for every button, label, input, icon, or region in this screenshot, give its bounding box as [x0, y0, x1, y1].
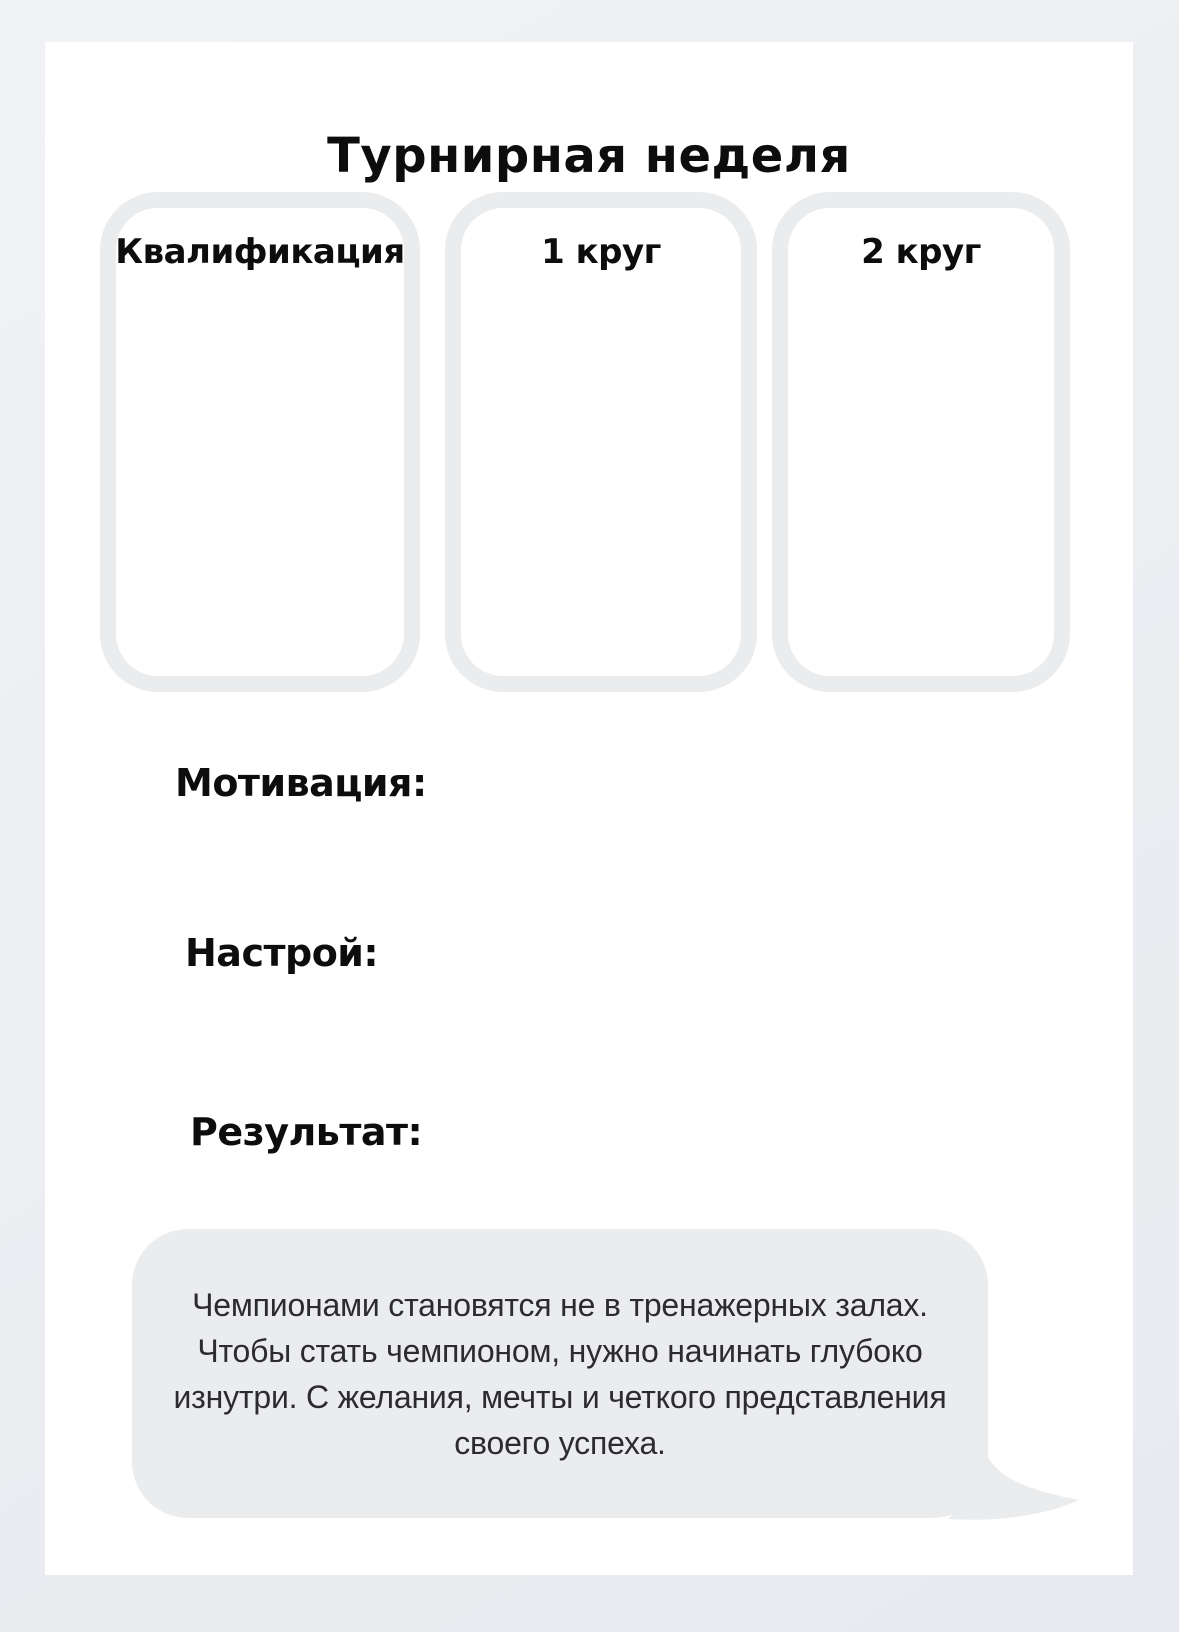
quote-line: Чемпионами становятся не в тренажерных залах.: [192, 1286, 928, 1323]
column-box-round-2: [772, 192, 1070, 692]
field-label-result: Результат:: [190, 1110, 423, 1154]
field-label-motivation: Мотивация:: [175, 761, 427, 805]
column-label-round-2: 2 круг: [861, 232, 981, 272]
column-box-qualification: [100, 192, 420, 692]
speech-bubble-tail: [940, 1440, 1080, 1525]
page-title: Турнирная неделя: [327, 128, 851, 184]
quote-speech-bubble: [132, 1229, 988, 1518]
quote-line: Чтобы стать чемпионом, нужно начинать глубоко: [197, 1332, 923, 1369]
quote-line: своего успеха.: [454, 1424, 666, 1461]
field-label-mindset: Настрой:: [185, 931, 379, 975]
column-label-qualification: Квалификация: [115, 232, 405, 272]
quote-line: изнутри. С желания, мечты и четкого представления: [173, 1378, 947, 1415]
worksheet-page: [45, 42, 1133, 1575]
column-label-round-1: 1 круг: [541, 232, 661, 272]
column-box-round-1: [445, 192, 757, 692]
